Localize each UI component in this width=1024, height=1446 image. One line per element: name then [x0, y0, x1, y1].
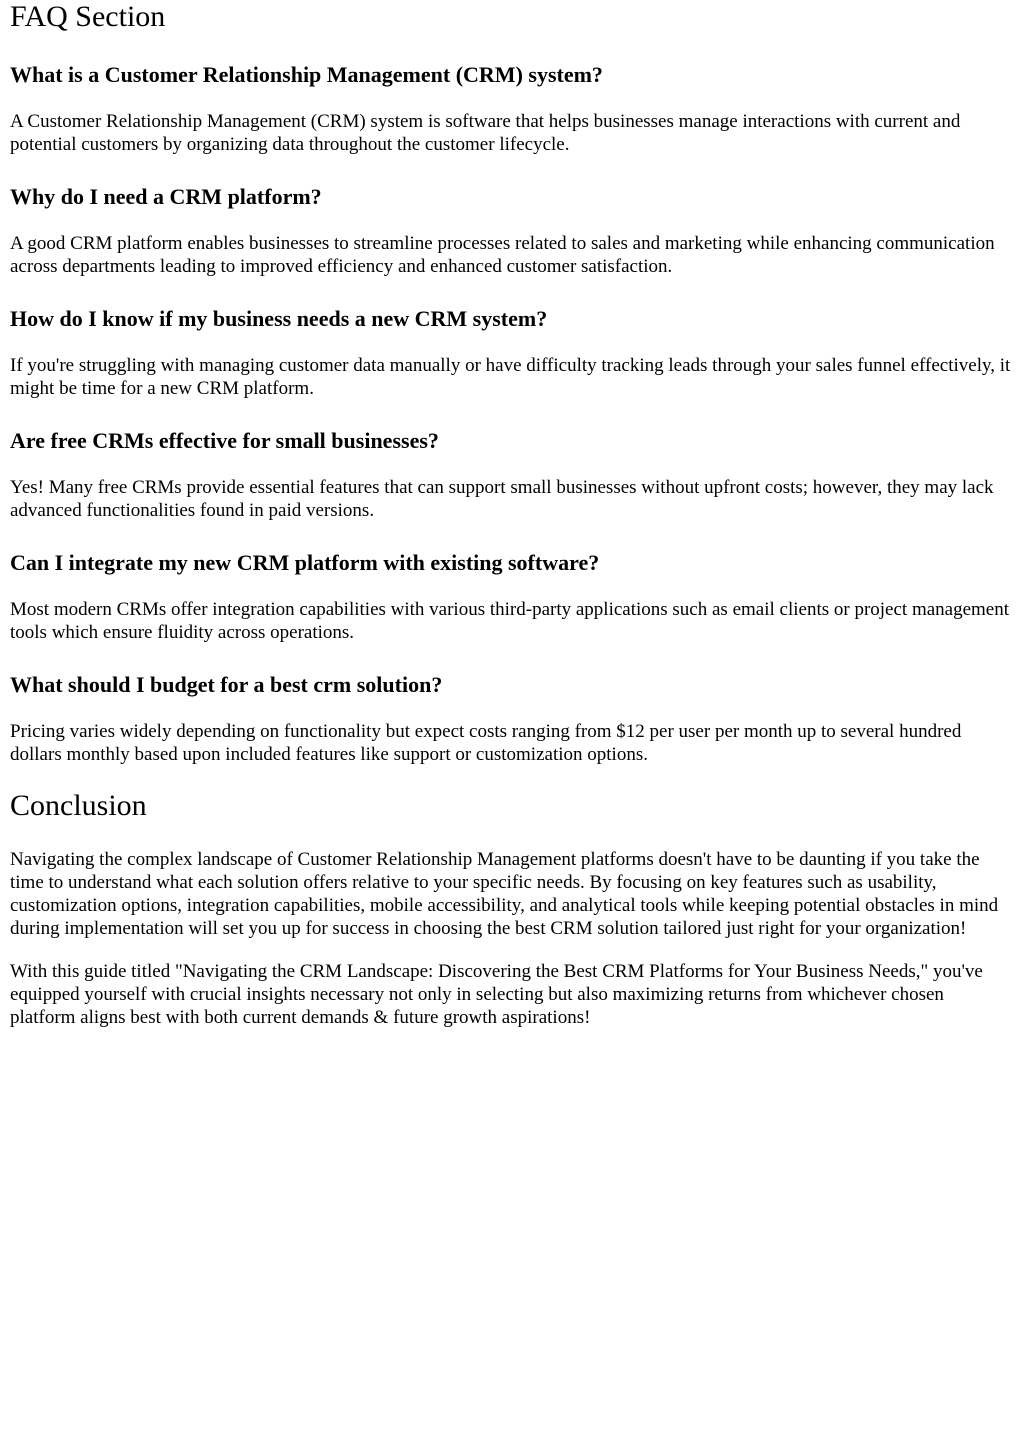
conclusion-paragraph: Navigating the complex landscape of Customer Relationship Management platforms doesn't have to be daunting if you take the time to understand what each solution offers relative to your specific needs. By focusing on key features such as usability, customization options, integration capabilities, mobile accessibility, and analytical tools while keeping potential obstacles in mind during implementation will set you up for success in choosing the best CRM solution tailored just right for your organization!: [10, 849, 999, 939]
faq-item: [10, 428, 1014, 522]
faq-item: [10, 62, 1014, 156]
faq-question: What is a Customer Relationship Management (CRM) system?: [10, 62, 603, 87]
faq-answer: Most modern CRMs offer integration capabilities with various third-party applications such as email clients or project management tools which ensure fluidity across operations.: [10, 599, 1010, 643]
faq-answer: If you're struggling with managing customer data manually or have difficulty tracking leads through your sales funnel effectively, it might be time for a new CRM platform.: [10, 355, 1011, 399]
faq-question: How do I know if my business needs a new CRM system?: [10, 306, 548, 331]
faq-section-heading: FAQ Section: [10, 0, 166, 33]
faq-item: [10, 184, 1014, 278]
faq-question: What should I budget for a best crm solution?: [10, 672, 443, 697]
faq-answer: A Customer Relationship Management (CRM) system is software that helps businesses manage interactions with current and potential customers by organizing data throughout the customer lifecycle.: [10, 111, 961, 155]
faq-answer: Yes! Many free CRMs provide essential features that can support small businesses without upfront costs; however, they may lack advanced functionalities found in paid versions.: [10, 477, 994, 521]
conclusion-body: [10, 848, 1014, 1029]
faq-item: [10, 672, 1014, 766]
faq-answer: A good CRM platform enables businesses to streamline processes related to sales and marketing while enhancing communication across departments leading to improved efficiency and enhanced customer satisfaction.: [10, 233, 995, 277]
faq-item: [10, 306, 1014, 400]
faq-list: [10, 62, 1014, 766]
conclusion-paragraph: With this guide titled "Navigating the CRM Landscape: Discovering the Best CRM Platforms for Your Business Needs," you've equipped yourself with crucial insights necessary not only in selecting but also maximizing returns from whichever chosen platform aligns best with both current demands & future growth aspirations!: [10, 961, 983, 1028]
faq-question: Why do I need a CRM platform?: [10, 184, 322, 209]
faq-question: Are free CRMs effective for small businesses?: [10, 428, 439, 453]
faq-item: [10, 550, 1014, 644]
faq-question: Can I integrate my new CRM platform with existing software?: [10, 550, 600, 575]
faq-answer: Pricing varies widely depending on functionality but expect costs ranging from $12 per user per month up to several hundred dollars monthly based upon included features like support or customization options.: [10, 721, 962, 765]
conclusion-heading: Conclusion: [10, 789, 147, 822]
